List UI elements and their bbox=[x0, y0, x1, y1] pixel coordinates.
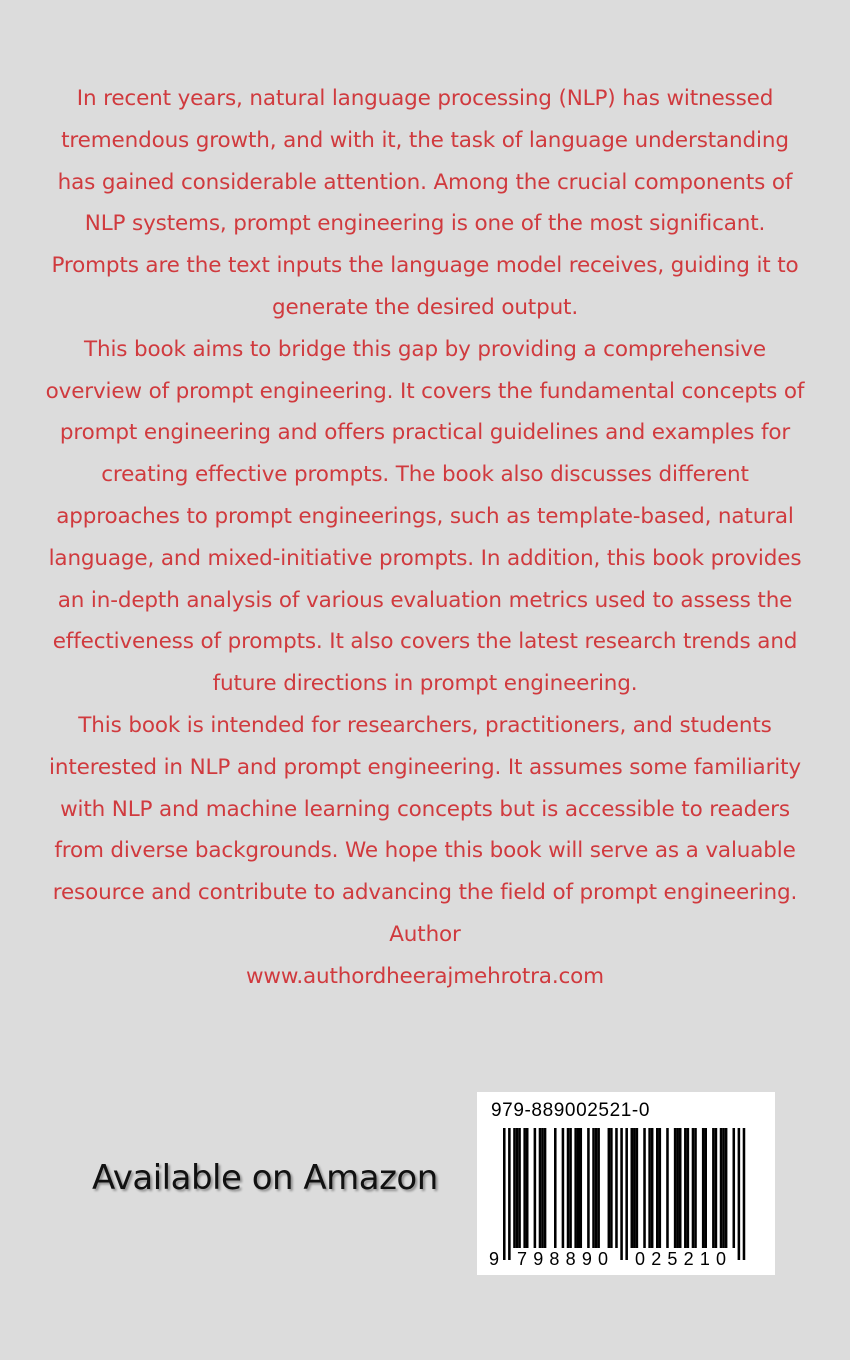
barcode-right-group: 025210 bbox=[635, 1249, 733, 1269]
blurb-paragraph-2: This book aims to bridge this gap by providing a comprehensive overview of prompt engineering. It covers the fundamental concepts of prompt engineering and offers practical guidelines and examples for creating effective prompts. The book also discusses different approaches to prompt engineerings, such as template-based, natural language, and mixed-initiative prompts. In addition, this book provides an in-depth analysis of various evaluation metrics used to assess the effectiveness of prompts. It also covers the latest research trends and future directions in prompt engineering. bbox=[45, 336, 805, 697]
blurb-paragraph-3: This book is intended for researchers, practitioners, and students interested in NLP and prompt engineering. It assumes some familiarity with NLP and machine learning concepts but is accessible to readers from diverse backgrounds. We hope this book will serve as a valuable resource and contribute to advancing the field of prompt engineering. bbox=[49, 712, 801, 906]
author-website: www.authordheerajmehrotra.com bbox=[246, 963, 604, 989]
barcode-left-group: 798890 bbox=[517, 1249, 615, 1269]
author-signature: Author bbox=[389, 921, 461, 947]
isbn-number: 979-889002521-0 bbox=[491, 1100, 651, 1121]
barcode-first-digit: 9 bbox=[489, 1249, 500, 1269]
back-cover-blurb bbox=[40, 78, 810, 998]
isbn-barcode bbox=[477, 1092, 775, 1275]
availability-label: Available on Amazon bbox=[92, 1158, 438, 1198]
blurb-paragraph-1: In recent years, natural language processing (NLP) has witnessed tremendous growth, and with it, the task of language understanding has gained considerable attention. Among the crucial components of NLP systems, prompt engineering is one of the most significant. Prompts are the text inputs the language model receives, guiding it to generate the desired output. bbox=[51, 86, 799, 320]
barcode-digits bbox=[477, 1092, 775, 1275]
